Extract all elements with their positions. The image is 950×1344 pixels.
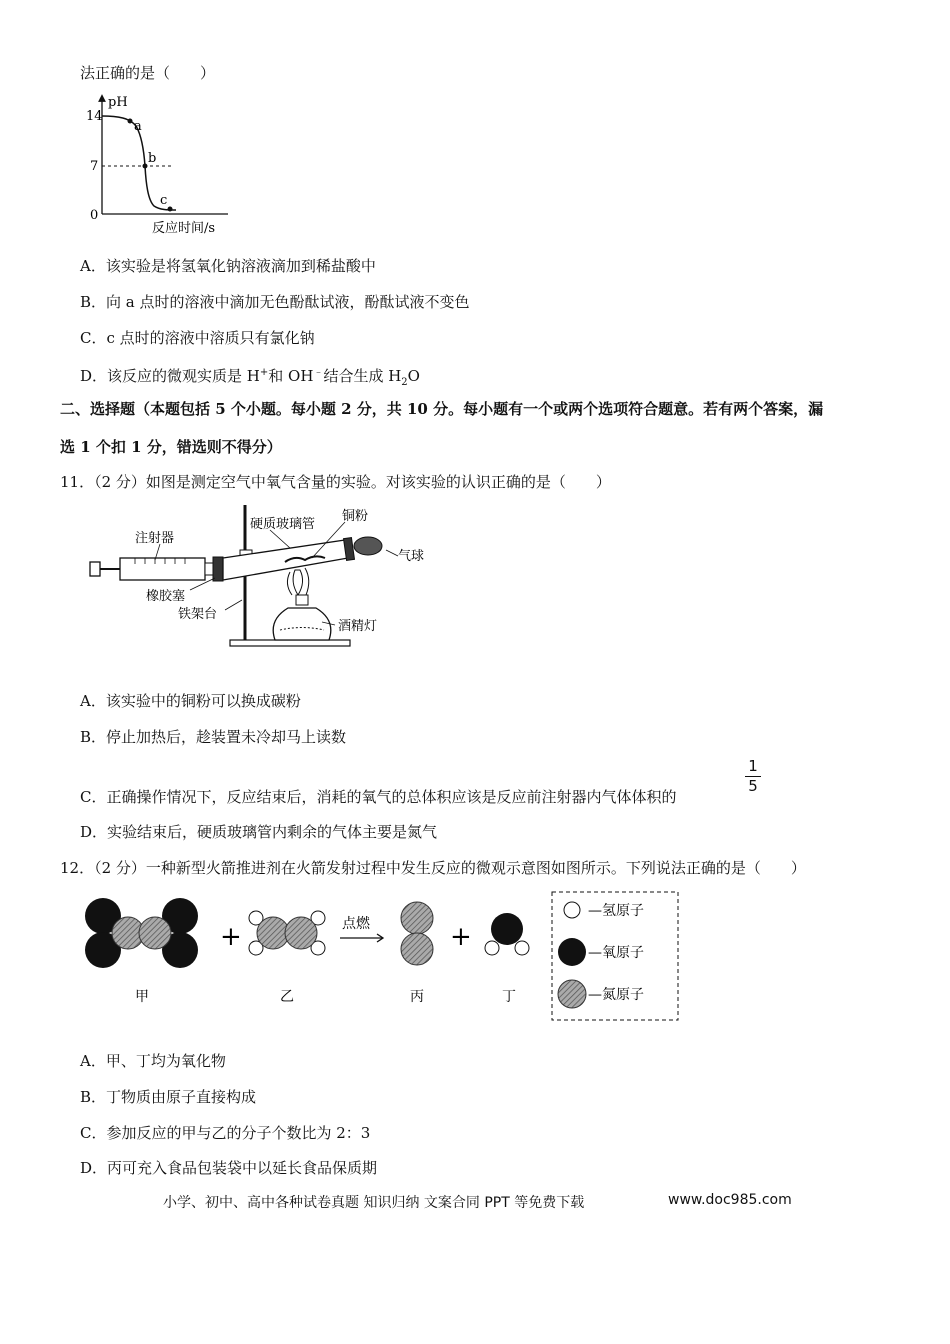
syringe-barrel — [120, 558, 205, 580]
legend-hydrogen-label: —氢原子 — [588, 903, 644, 919]
label-stopper: 橡胶塞 — [146, 589, 186, 604]
section-heading-line1: 二、选择题（本题包括 5 个小题。每小题 2 分，共 10 分。每小题有一个或两个选项符合题意。若有两个答案，漏 — [60, 400, 824, 418]
molecule-bing — [401, 902, 433, 965]
q12-option-d: D．丙可充入食品包装袋中以延长食品保质期 — [80, 1159, 378, 1177]
label-a: a — [134, 119, 142, 134]
plus-sign-1: + — [220, 922, 242, 952]
q10-stem-tail: 法正确的是（ ） — [80, 64, 216, 82]
section-heading-line2: 选 1 个扣 1 分，错选则不得分） — [60, 438, 282, 456]
legend-nitrogen-icon — [558, 980, 586, 1008]
alcohol-lamp — [273, 608, 331, 640]
legend-nitrogen-label: —氮原子 — [588, 987, 644, 1003]
q10-option-b: B．向 a 点时的溶液中滴加无色酚酞试液，酚酞试液不变色 — [80, 293, 470, 311]
q12-option-b: B．丁物质由原子直接构成 — [80, 1088, 257, 1106]
footer-url[interactable]: www.doc985.com — [668, 1192, 792, 1208]
footer-text: 小学、初中、高中各种试卷真题 知识归纳 文案合同 PPT 等免费下载 — [163, 1195, 585, 1211]
label-jia: 甲 — [135, 989, 149, 1005]
balloon — [354, 537, 382, 555]
q11-option-d: D．实验结束后，硬质玻璃管内剩余的气体主要是氮气 — [80, 823, 438, 841]
q10-option-a: A．该实验是将氢氧化钠溶液滴加到稀盐酸中 — [80, 257, 376, 275]
y-tick-7: 7 — [90, 159, 99, 174]
label-balloon: 气球 — [398, 549, 425, 564]
y-tick-0: 0 — [90, 208, 99, 223]
oxygen-experiment-figure — [80, 500, 440, 655]
stand-base — [230, 640, 350, 646]
rubber-stopper — [213, 557, 223, 581]
ph-curve-chart — [78, 92, 238, 242]
y-axis-label: pH — [108, 95, 128, 110]
label-b: b — [148, 151, 157, 166]
label-syringe: 注射器 — [135, 531, 175, 546]
reaction-microscopic-diagram — [80, 888, 690, 1023]
molecule-yi — [249, 911, 325, 955]
molecule-jia — [85, 898, 198, 968]
label-ding: 丁 — [502, 989, 516, 1005]
point-c — [168, 207, 173, 212]
plus-sign-2: + — [450, 922, 472, 952]
legend-oxygen-icon — [558, 938, 586, 966]
q11-option-c: C．正确操作情况下，反应结束后，消耗的氧气的总体积应该是反应前注射器内气体体积的 — [80, 788, 677, 806]
label-c: c — [160, 193, 168, 208]
label-bing: 丙 — [410, 989, 424, 1005]
q10-option-c: C．c 点时的溶液中溶质只有氯化钠 — [80, 329, 315, 347]
point-a — [128, 119, 133, 124]
label-copper: 铜粉 — [342, 509, 369, 524]
q12-option-a: A．甲、丁均为氧化物 — [80, 1052, 226, 1070]
x-axis-label: 反应时间/s — [152, 221, 216, 236]
y-tick-14: 14 — [86, 109, 103, 124]
q11-option-a: A．该实验中的铜粉可以换成碳粉 — [80, 692, 301, 710]
label-lamp: 酒精灯 — [338, 619, 378, 634]
reaction-condition: 点燃 — [342, 916, 370, 932]
molecule-ding — [485, 913, 529, 955]
legend-oxygen-label: —氧原子 — [588, 945, 644, 961]
label-yi: 乙 — [280, 989, 294, 1005]
point-b — [143, 164, 148, 169]
legend-hydrogen-icon — [564, 902, 580, 918]
q10-option-d: D．该反应的微观实质是 H+和 OH﹣结合生成 $H_2O$ — [80, 367, 420, 388]
label-glass-tube: 硬质玻璃管 — [250, 517, 316, 532]
label-stand: 铁架台 — [178, 607, 218, 622]
fraction-one-fifth: 1 5 — [745, 758, 761, 795]
q11-stem: 11．（2 分）如图是测定空气中氧气含量的实验。对该实验的认识正确的是（ ） — [60, 473, 611, 491]
q12-stem: 12．（2 分）一种新型火箭推进剂在火箭发射过程中发生反应的微观示意图如图所示。下列说法正确的是（ ） — [60, 859, 806, 877]
glass-tube — [223, 540, 348, 580]
q12-option-c: C．参加反应的甲与乙的分子个数比为 2：3 — [80, 1124, 371, 1142]
q11-option-b: B．停止加热后，趁装置未冷却马上读数 — [80, 728, 347, 746]
